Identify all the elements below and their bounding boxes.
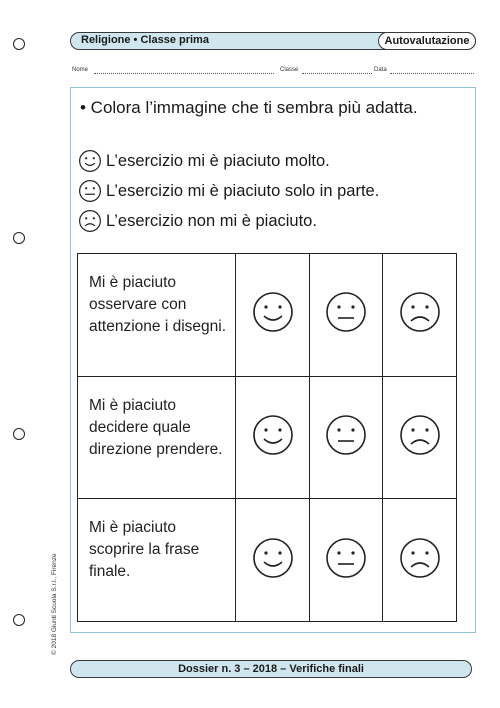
sad-face-icon[interactable] <box>398 536 442 580</box>
header-bar <box>70 32 476 50</box>
statement-cell: Mi è piaciuto decidere quale direzione prendere. <box>78 376 236 499</box>
binder-hole <box>13 614 25 626</box>
neutral-face-option[interactable] <box>309 254 383 377</box>
legend-item-sad <box>78 209 317 233</box>
neutral-face-icon[interactable] <box>324 536 368 580</box>
name-field[interactable] <box>94 73 274 74</box>
legend-text: L’esercizio non mi è piaciuto. <box>106 211 317 230</box>
instruction-text: • Colora l’immagine che ti sembra più adatta. <box>80 98 418 117</box>
happy-face-icon[interactable] <box>251 413 295 457</box>
section-label: Autovalutazione <box>378 32 476 50</box>
sad-face-option[interactable] <box>383 254 457 377</box>
self-evaluation-table <box>77 253 457 622</box>
neutral-face-option[interactable] <box>309 376 383 499</box>
neutral-face-icon <box>78 179 102 203</box>
sad-face-option[interactable] <box>383 499 457 622</box>
happy-face-option[interactable] <box>236 376 310 499</box>
statement-cell: Mi è piaciuto osservare con attenzione i disegni. <box>78 254 236 377</box>
happy-face-icon[interactable] <box>251 536 295 580</box>
statement-cell: Mi è piaciuto scoprire la frase finale. <box>78 499 236 622</box>
neutral-face-icon[interactable] <box>324 290 368 334</box>
neutral-face-option[interactable] <box>309 499 383 622</box>
legend-text: L’esercizio mi è piaciuto solo in parte. <box>106 181 380 200</box>
sad-face-icon[interactable] <box>398 413 442 457</box>
subject-label: Religione • Classe prima <box>81 34 209 46</box>
table-row <box>78 254 457 377</box>
sad-face-option[interactable] <box>383 376 457 499</box>
happy-face-option[interactable] <box>236 499 310 622</box>
binder-hole <box>13 232 25 244</box>
class-field[interactable] <box>302 73 372 74</box>
copyright-credit: © 2018 Giunti Scuola S.r.l., Firenze <box>51 553 58 655</box>
neutral-face-icon[interactable] <box>324 413 368 457</box>
table-row <box>78 499 457 622</box>
sad-face-icon[interactable] <box>398 290 442 334</box>
table-row <box>78 376 457 499</box>
class-label: Classe <box>280 67 299 73</box>
legend-text: L’esercizio mi è piaciuto molto. <box>106 151 330 170</box>
happy-face-option[interactable] <box>236 254 310 377</box>
binder-hole <box>13 428 25 440</box>
legend-item-happy <box>78 149 330 173</box>
happy-face-icon[interactable] <box>251 290 295 334</box>
date-field[interactable] <box>390 73 474 74</box>
footer-bar: Dossier n. 3 – 2018 – Verifiche finali <box>70 660 472 678</box>
name-label: Nome <box>72 67 89 73</box>
happy-face-icon <box>78 149 102 173</box>
legend-item-neutral <box>78 179 379 203</box>
sad-face-icon <box>78 209 102 233</box>
binder-hole <box>13 38 25 50</box>
date-label: Data <box>374 67 387 73</box>
